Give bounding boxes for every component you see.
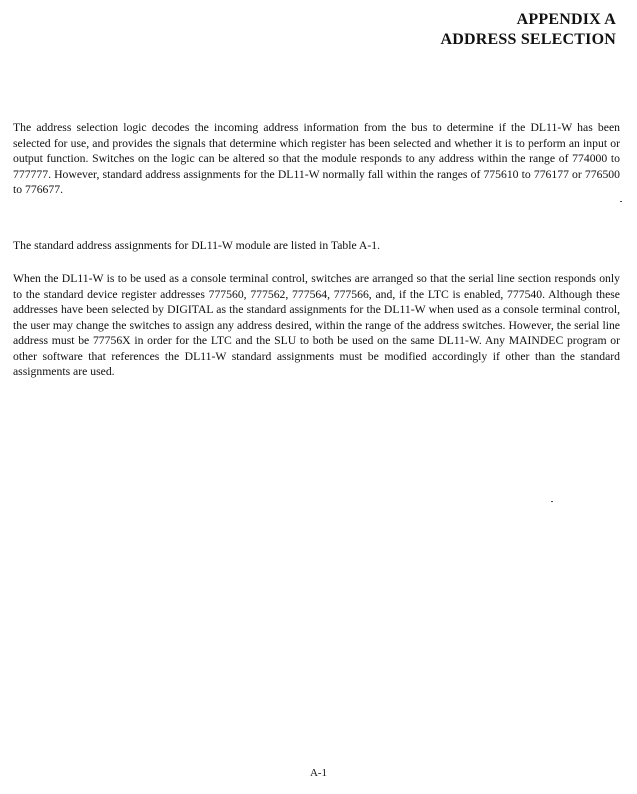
- paragraph-console-terminal: When the DL11-W is to be used as a console terminal control, switches are arranged so that the serial line section responds only to the standard device register addresses 777560, 777562, 777564, 777566, and, if the LTC is enabled, 777540. Although these addresses have been selected by DIGITAL as the standard assignments for the DL11-W when used as a console terminal control, the user may change the switches to assign any address desired, within the range of the address switches. However, the serial line address must be 77756X in order for the LTC and the SLU to both be used on the same DL11-W. Any MAINDEC program or other software that references the DL11-W standard assignments must be modified accordingly if other than the standard assignments are used.: [13, 272, 620, 378]
- paragraph-address-logic: The address selection logic decodes the incoming address information from the bus to determine if the DL11-W has been selected for use, and provides the signals that determine which register has been selected and whether it is to perform an input or output function. Switches on the logic can be altered so that the module responds to any address within the range of 774000 to 777777. However, standard address assignments for the DL11-W normally fall within the ranges of 775610 to 776177 or 776500 to 776677.: [13, 121, 620, 196]
- appendix-title: ADDRESS SELECTION: [440, 31, 616, 48]
- paragraph-standard-assignments: The standard address assignments for DL11-W module are listed in Table A-1.: [13, 239, 381, 252]
- appendix-heading: [441, 10, 616, 50]
- appendix-label: APPENDIX A: [516, 11, 616, 28]
- page-number: A-1: [309, 767, 328, 779]
- scan-speck: [620, 201, 622, 202]
- scan-speck: [551, 501, 553, 502]
